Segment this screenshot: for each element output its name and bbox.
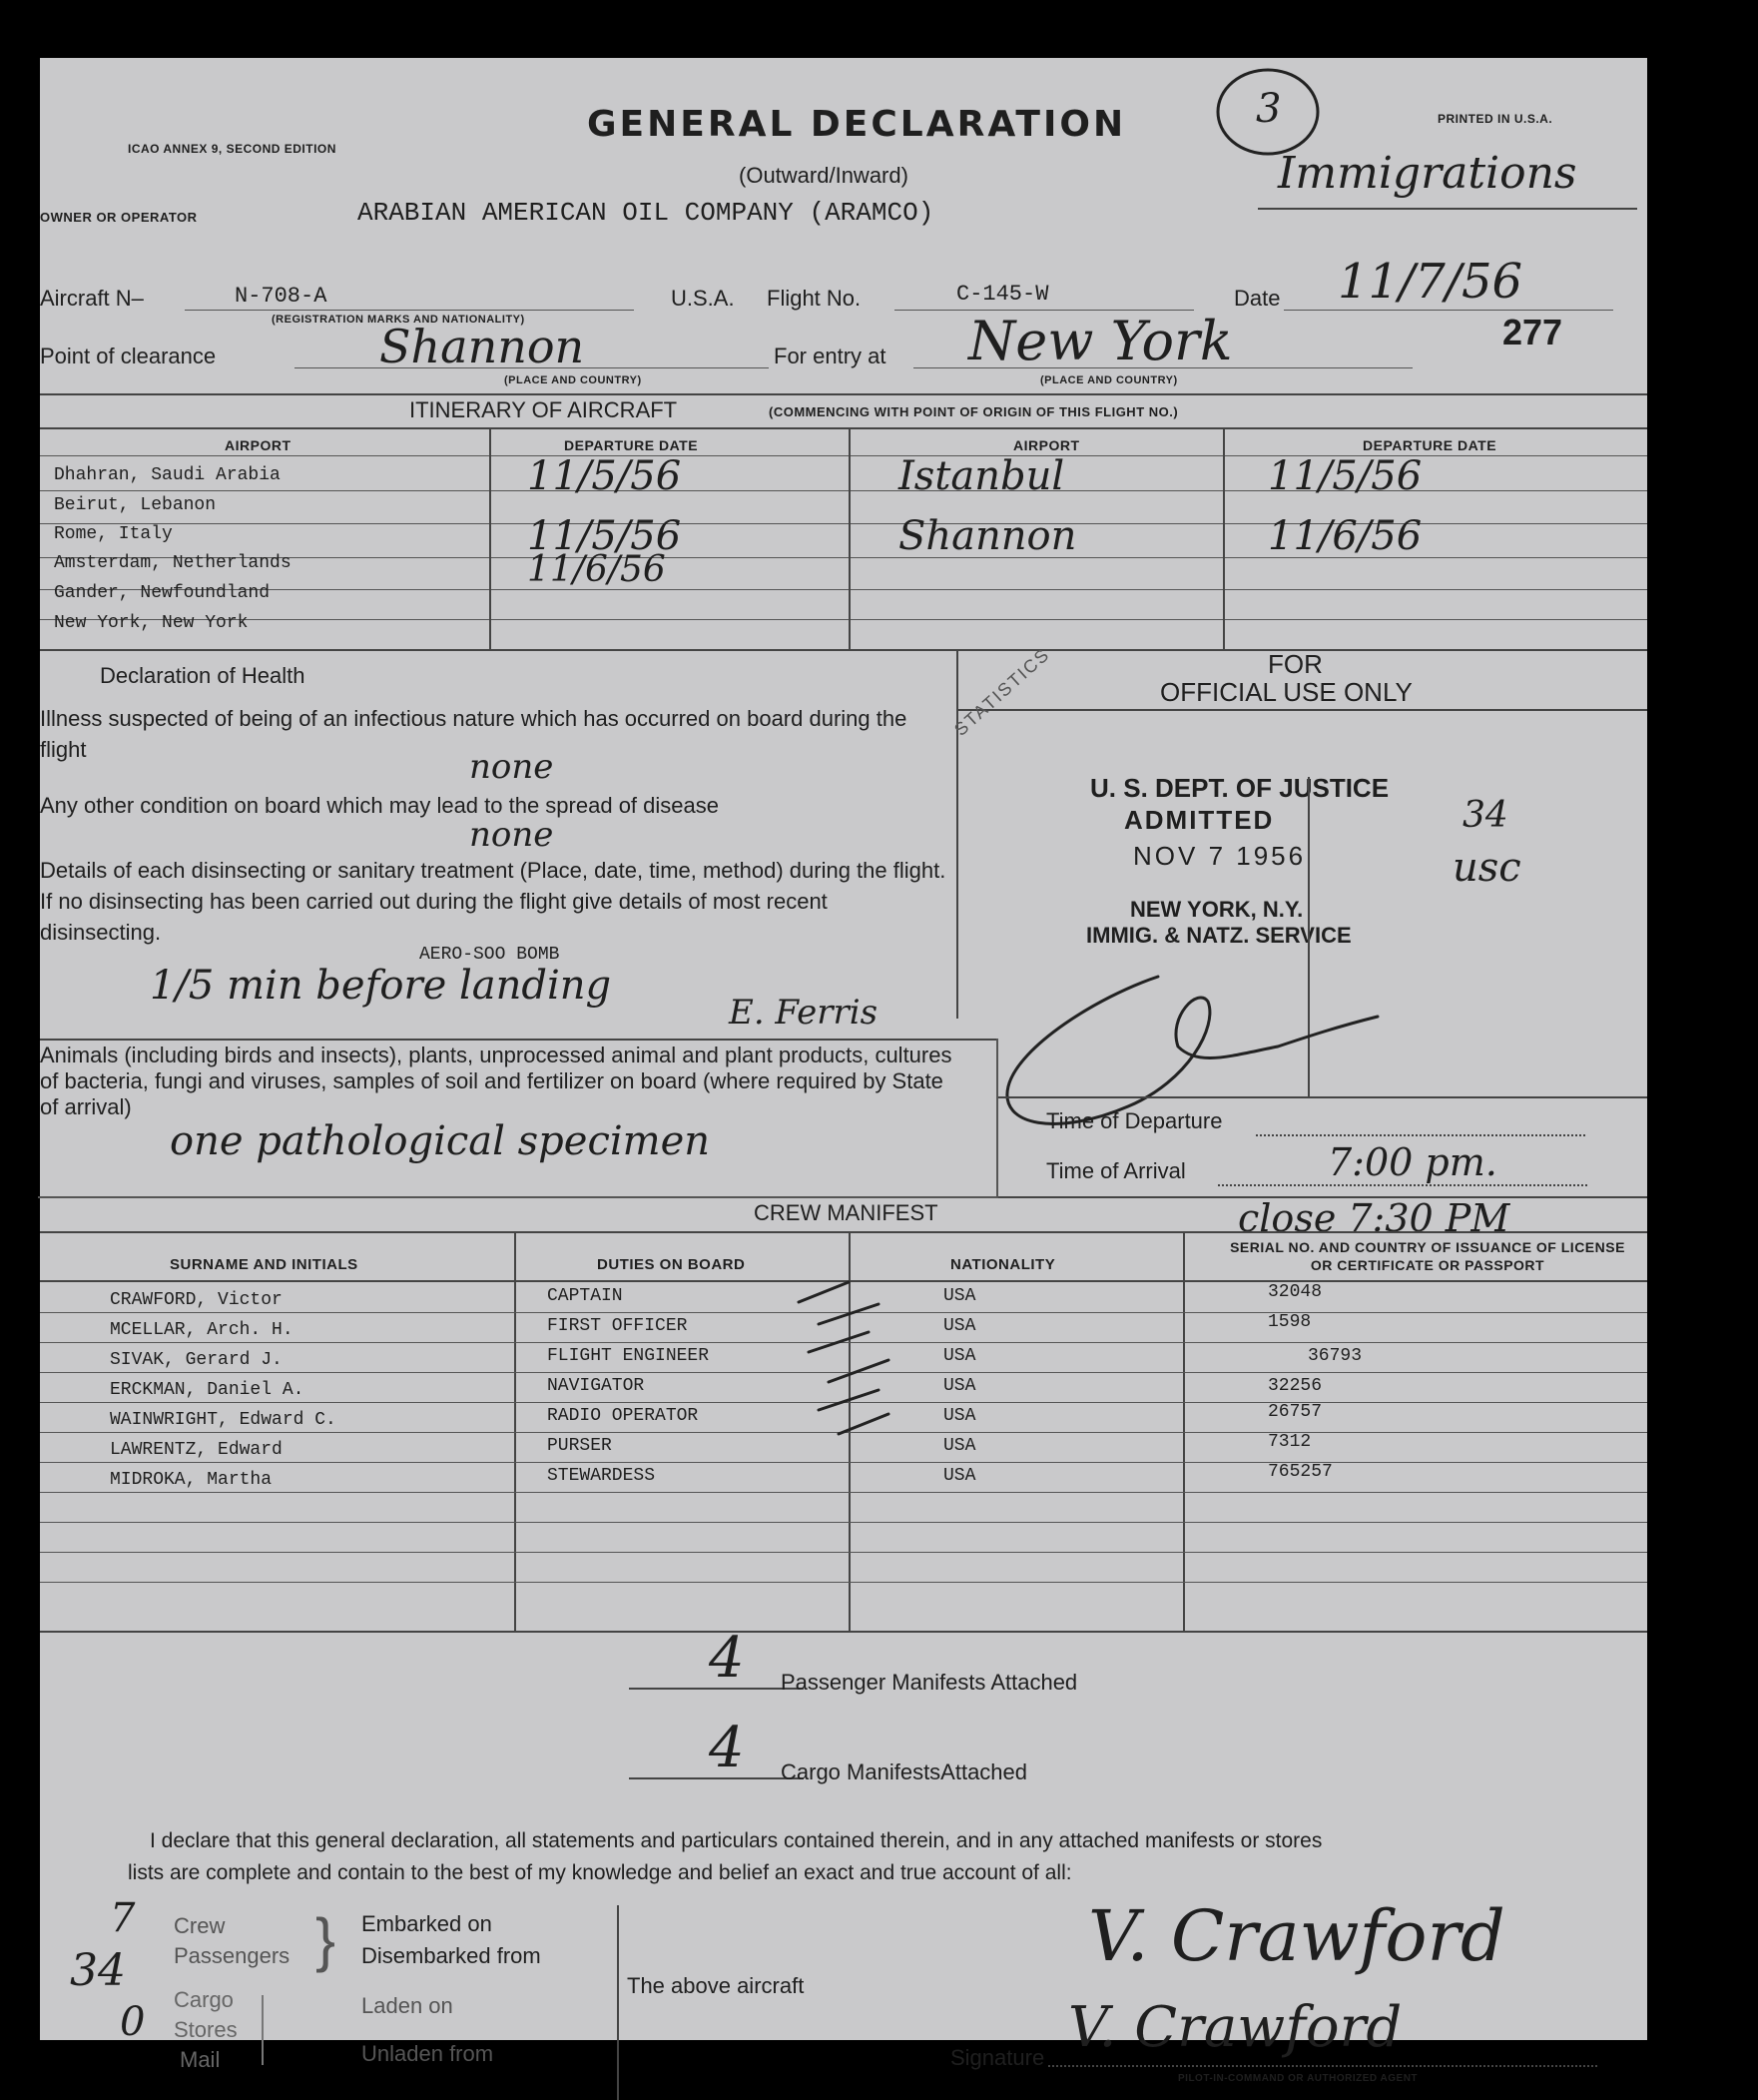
health-answer-3-hand: 1/5 min before landing [150,963,612,1009]
official-count: 34 [1463,795,1508,836]
itinerary-top-rule [40,393,1647,395]
crew-nationality: USA [943,1376,976,1396]
declaration-line-2: lists are complete and contain to the best of my knowledge and belief an exact and true account of all: [128,1861,1072,1884]
crew-header-top [40,1231,1647,1233]
departure-label: Time of Departure [1046,1108,1223,1133]
official-initials: usc [1453,845,1521,891]
crew-serial: 1598 [1268,1312,1312,1332]
cargo-manifest-line [629,1777,804,1779]
decl-item-embarked: Embarked on [361,1911,492,1936]
health-answer-4: one pathological specimen [170,1118,710,1164]
stamped-number: 277 [1502,312,1563,352]
crew-name: WAINWRIGHT, Edward C. [110,1410,336,1430]
owner-value: ARABIAN AMERICAN OIL COMPANY (ARAMCO) [357,198,934,228]
crew-col-line [514,1231,516,1631]
crew-duty: RADIO OPERATOR [547,1406,699,1426]
crew-nationality: USA [943,1346,976,1366]
signature-label: Signature [950,2045,1045,2070]
time-divider [998,1096,1647,1098]
official-title-1: FOR [1268,649,1323,679]
printed-label: PRINTED IN U.S.A. [1438,112,1553,126]
itinerary-title: ITINERARY OF AIRCRAFT [409,397,678,422]
health-answer-3-initials: E. Ferris [729,993,879,1033]
arrival-value: 7:00 pm. [1328,1140,1497,1184]
crew-nationality: USA [943,1436,976,1456]
crew-nationality: USA [943,1406,976,1426]
crew-duty: FIRST OFFICER [547,1316,688,1336]
passenger-manifest-line [629,1688,804,1690]
health-question-2: Any other condition on board which may lead to the spread of disease [40,793,719,818]
crew-header-duties: DUTIES ON BOARD [597,1256,746,1273]
decl-item-crew: Crew [174,1913,226,1938]
statistics-stamp: STATISTICS [950,643,1054,740]
crew-check-marks [779,1282,898,1492]
itin-airport: Dhahran, Saudi Arabia [54,465,281,485]
crew-title: CREW MANIFEST [754,1200,938,1225]
crew-name: MCELLAR, Arch. H. [110,1320,293,1340]
aircraft-label: Aircraft N– [40,286,144,311]
itin-date: 11/5/56 [527,453,682,499]
crew-row-line [40,1522,1647,1523]
itin-header-airport-1: AIRPORT [225,437,292,453]
itin-bottom-rule [40,649,1647,651]
crew-name: SIVAK, Gerard J. [110,1350,283,1370]
crew-name: CRAWFORD, Victor [110,1290,283,1310]
form-page [40,58,1647,2084]
crew-nationality: USA [943,1466,976,1486]
usa-label: U.S.A. [671,286,735,311]
decl-item-cargo: Cargo [174,1987,234,2012]
itin-row-line [40,589,1647,590]
signature-line [1048,2065,1597,2067]
health-title: Declaration of Health [100,663,305,688]
official-box-divider [956,709,1647,711]
stamp-line-3: NOV 7 1956 [1133,841,1307,871]
itin-date: 11/6/56 [527,549,666,590]
itin-airport-hand: Shannon [898,513,1077,559]
owner-label: OWNER OR OPERATOR [40,210,198,225]
form-subtitle: (Outward/Inward) [739,163,908,188]
itin-header-date-2: DEPARTURE DATE [1363,437,1497,453]
stamp-line-4: NEW YORK, N.Y. [1130,897,1304,922]
itin-airport: Gander, Newfoundland [54,583,271,603]
crew-bottom-rule [40,1631,1647,1633]
health-question-4: Animals (including birds and insects), plants, unprocessed animal and plant products, cultures of bacteria, fungi and viruses, samples of soil and fertilizer on board (where required by State of arrival) [40,1043,952,1119]
bracket-line [262,1995,264,2065]
itin-airport: Beirut, Lebanon [54,495,217,515]
crew-col-line [1183,1231,1185,1631]
itin-airport-hand: Istanbul [898,453,1065,499]
crew-header-name: SURNAME AND INITIALS [170,1256,358,1273]
date-line [1284,310,1613,311]
itin-col-line [489,427,491,649]
official-box-left [956,649,958,1019]
arrival-line [1218,1184,1587,1186]
stamp-line-5: IMMIG. & NATZ. SERVICE [1086,923,1352,948]
departure-line [1256,1134,1585,1136]
date-value: 11/7/56 [1338,254,1523,310]
decl-item-mail: Mail [180,2047,221,2072]
clearance-sublabel: (PLACE AND COUNTRY) [504,374,642,386]
entry-sublabel: (PLACE AND COUNTRY) [1040,374,1178,386]
arrival-label: Time of Arrival [1046,1158,1186,1183]
cargo-manifest-label: Cargo ManifestsAttached [781,1759,1028,1784]
crew-name: LAWRENTZ, Edward [110,1440,283,1460]
health-question-1: Illness suspected of being of an infectious nature which has occurred on board during the flight [40,706,907,762]
itinerary-note: (COMMENCING WITH POINT OF ORIGIN OF THIS FLIGHT NO.) [769,404,1179,419]
brace-icon: } [315,1906,336,1973]
itin-col-line [1223,427,1225,649]
margin-number-1: 7 [110,1895,136,1941]
bracket-right-line [617,1905,619,2100]
health-answer-1: none [469,747,554,787]
itin-airport: Amsterdam, Netherlands [54,553,292,573]
crew-duty: CAPTAIN [547,1286,623,1306]
entry-label: For entry at [774,344,886,368]
crew-serial: 36793 [1308,1346,1363,1366]
decl-item-passengers: Passengers [174,1943,291,1968]
stamp-line-2: ADMITTED [1124,805,1275,835]
aircraft-sublabel: (REGISTRATION MARKS AND NATIONALITY) [272,314,525,326]
above-aircraft: The above aircraft [627,1973,805,1998]
itin-date-right: 11/5/56 [1268,453,1423,499]
crew-header-serial: SERIAL NO. AND COUNTRY OF ISSUANCE OF LICENSE OR CERTIFICATE OR PASSPORT [1230,1239,1625,1273]
stamp-line-1: U. S. DEPT. OF JUSTICE [1090,773,1390,803]
crew-name: ERCKMAN, Daniel A. [110,1380,304,1400]
flight-label: Flight No. [767,286,862,311]
crew-serial: 32256 [1268,1376,1323,1396]
crew-serial: 32048 [1268,1282,1323,1302]
signature-name: V. Crawford [1088,1895,1505,1977]
itin-row-line [40,619,1647,620]
crew-row-line [40,1552,1647,1553]
signature-name-2: V. Crawford [1068,1995,1403,2060]
crew-header-nationality: NATIONALITY [950,1256,1056,1273]
signature-sublabel: PILOT-IN-COMMAND OR AUTHORIZED AGENT [1178,2073,1419,2084]
health-question-3: Details of each disinsecting or sanitary treatment (Place, date, time, method) during the flight. If no disinsecting has been carried out during the flight give details of most recent disinsecting. [40,858,946,945]
clearance-value: Shannon [379,320,585,373]
crew-duty: FLIGHT ENGINEER [547,1346,710,1366]
itin-date: 11/5/56 [527,513,682,559]
passenger-manifest-count: 4 [709,1626,745,1691]
crew-name: MIDROKA, Martha [110,1470,273,1490]
crew-row-line [40,1492,1647,1493]
health-answer-3-typed: AERO-SOO BOMB [419,945,560,965]
itin-col-line [849,427,851,649]
crew-nationality: USA [943,1316,976,1336]
crew-nationality: USA [943,1286,976,1306]
entry-value: New York [968,310,1233,372]
form-title: GENERAL DECLARATION [587,104,1127,145]
crew-duty: STEWARDESS [547,1466,656,1486]
crew-serial: 765257 [1268,1462,1333,1482]
itin-airport: New York, New York [54,613,249,633]
date-label: Date [1234,286,1281,311]
itinerary-header-rule [40,427,1647,429]
note-underline [1258,208,1637,210]
flight-value: C-145-W [956,282,1049,307]
crew-serial: 26757 [1268,1402,1323,1422]
crew-duty: PURSER [547,1436,612,1456]
crew-row-line [40,1582,1647,1583]
decl-item-stores: Stores [174,2017,238,2042]
health-answer-2: none [469,815,554,855]
margin-number-2: 34 [70,1945,126,1996]
crew-serial: 7312 [1268,1432,1312,1452]
decl-item-unladen: Unladen from [361,2041,494,2066]
clearance-label: Point of clearance [40,344,217,368]
margin-number-3: 0 [120,1999,146,2045]
clearance-line [294,367,769,368]
entry-line [913,367,1413,368]
close-note: close 7:30 PM [1238,1196,1510,1240]
circled-number: 3 [1256,86,1282,132]
crew-duty: NAVIGATOR [547,1376,645,1396]
itin-header-date-1: DEPARTURE DATE [564,437,699,453]
itin-airport: Rome, Italy [54,524,173,544]
annex-label: ICAO ANNEX 9, SECOND EDITION [128,142,336,156]
immigrations-note: Immigrations [1278,148,1577,199]
itin-date-right: 11/6/56 [1268,513,1423,559]
itin-header-airport-2: AIRPORT [1013,437,1080,453]
declaration-line-1: I declare that this general declaration, all statements and particulars contained therein, and in any attached manifests or stores [150,1829,1323,1852]
official-title-2: OFFICIAL USE ONLY [1160,677,1413,707]
decl-item-laden: Laden on [361,1993,453,2018]
health-box [38,1039,998,1198]
passenger-manifest-label: Passenger Manifests Attached [781,1670,1078,1695]
aircraft-value: N-708-A [235,284,327,309]
decl-item-disembarked: Disembarked from [361,1943,541,1968]
aircraft-line [185,310,634,311]
cargo-manifest-count: 4 [709,1716,745,1780]
